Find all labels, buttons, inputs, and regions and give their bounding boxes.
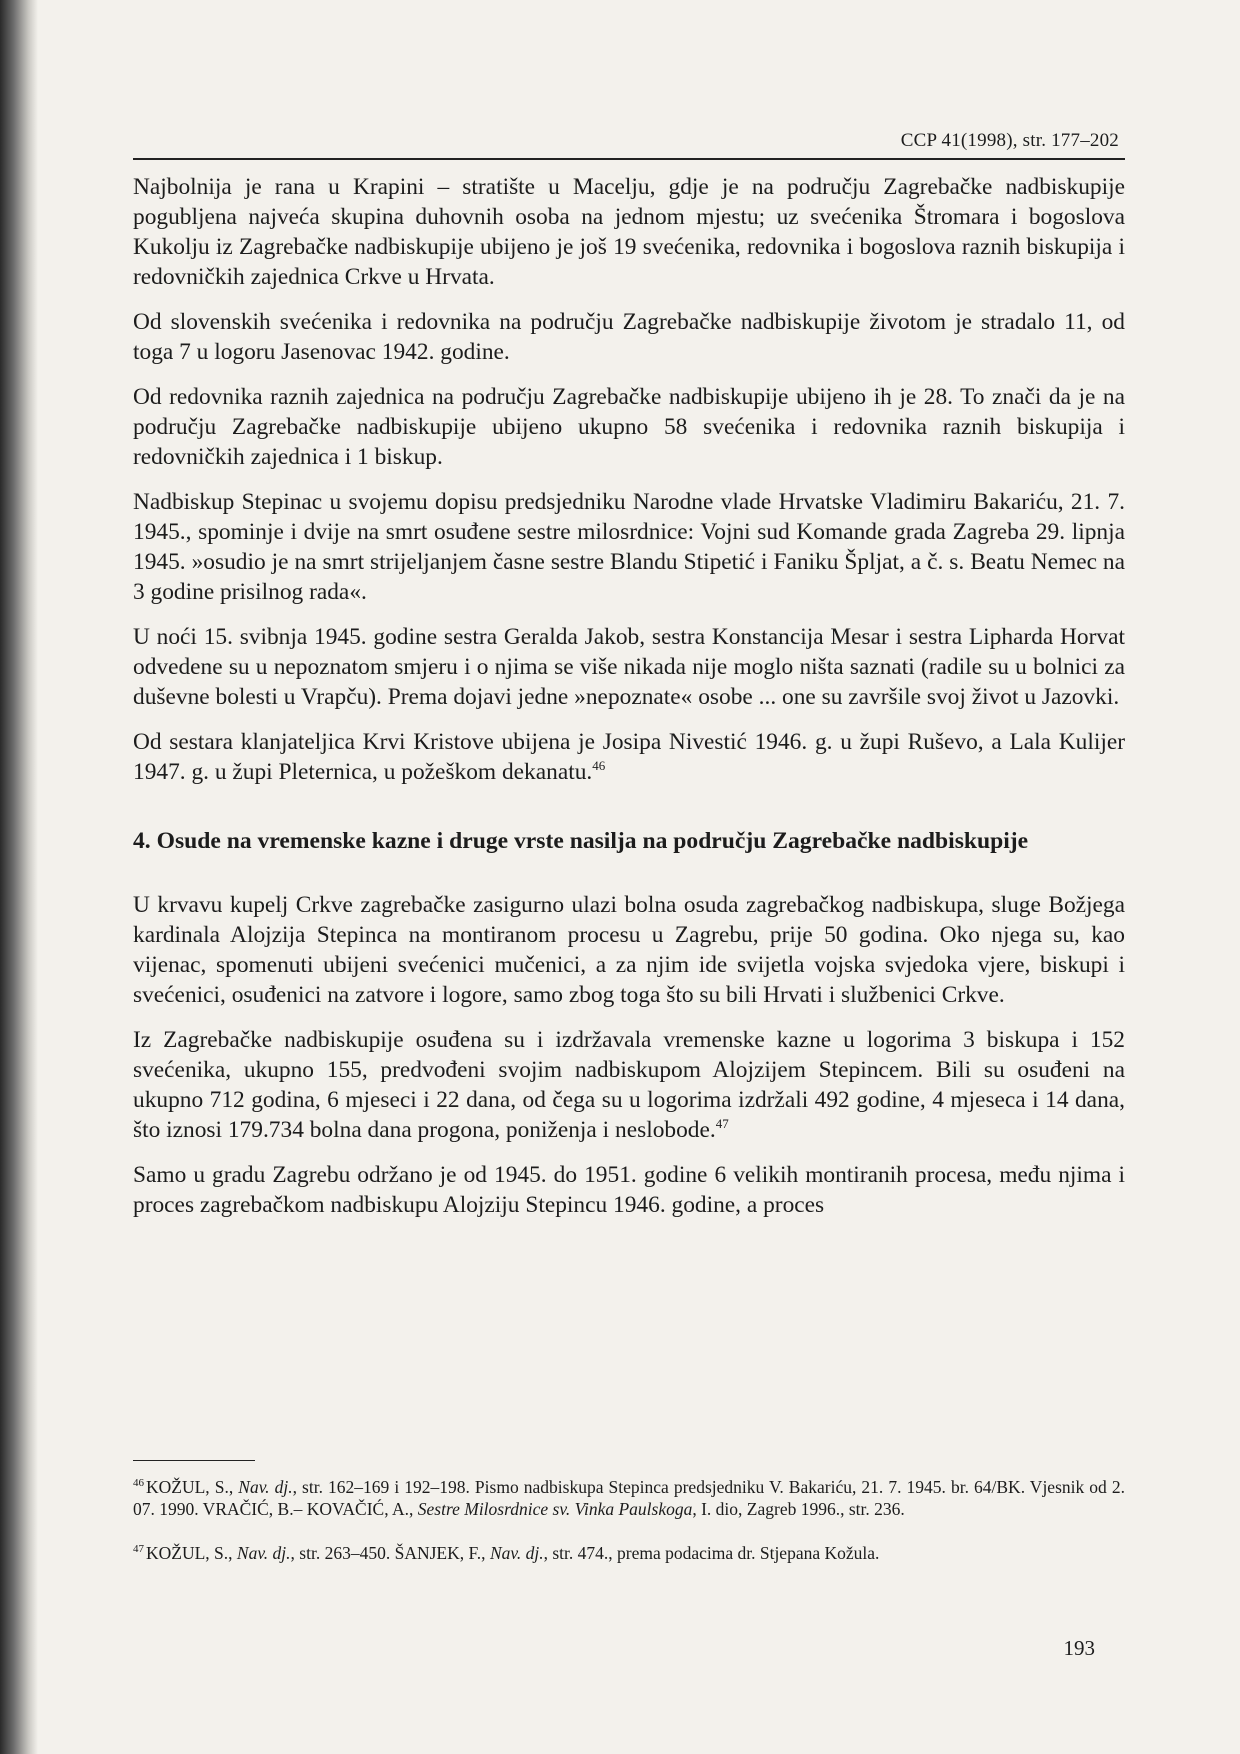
footnote-text: KOŽUL, S., (146, 1477, 239, 1497)
footnote-ref: 46 (592, 758, 606, 774)
paragraph: Od slovenskih svećenika i redovnika na području Zagrebačke nadbiskupije životom je stradalo 11, od toga 7 u logoru Jasenovac 1942. godine. (133, 309, 1125, 365)
header-rule (133, 158, 1125, 160)
section-heading: 4. Osude na vremenske kazne i druge vrste nasilja na području Zagrebačke nadbiskupije (133, 828, 1029, 854)
paragraph: U krvavu kupelj Crkve zagrebačke zasigurno ulazi bolna osuda zagrebačkog nadbiskupa, sluge Božjega kardinala Alojzija Stepinca na montiranom procesu u Zagrebu, prije 50 godina. Oko njega su, kao vijenac, spomenuti ubijeni svećenici mučenici, a za njim ide svijetla vojska svjedoka vjere, biskupi i svećenici, osuđenici na zatvore i logore, samo zbog toga što su bili Hrvati i službenici Crkve. (133, 892, 1125, 1008)
paragraph: Samo u gradu Zagrebu održano je od 1945. do 1951. godine 6 velikih montiranih procesa, među njima i proces zagrebačkom nadbiskupu Alojziju Stepincu 1946. godine, a proces (133, 1162, 1125, 1218)
footnote-text: , str. 162–169 i 192–198. Pismo nadbiskupa Stepinca predsjedniku V. Bakariću, 21. 7. 1945. br. 64/BK. Vjesnik od 2. 07. 1990. VRAČIĆ, B.– KOVAČIĆ, A., (133, 1477, 1125, 1519)
footnote (133, 1542, 1125, 1564)
footnote-text: , I. dio, Zagreb 1996., str. 236. (692, 1499, 905, 1519)
footnote-italic: Nav. dj. (236, 1543, 291, 1563)
paragraph (133, 727, 1125, 787)
footnote-text: KOŽUL, S., (146, 1543, 237, 1563)
footnote-italic: Nav. dj. (489, 1543, 544, 1563)
footnote-italic: Sestre Milosrdnice sv. Vinka Paulskoga (417, 1499, 693, 1519)
paragraph-text: Iz Zagrebačke nadbiskupije osuđena su i izdržavala vremenske kazne u logorima 3 biskupa i 152 svećenika, ukupno 155, predvođeni svojim nadbiskupom Alojzijem Stepincem. Bili su osuđeni na ukupno 712 godina, 6 mjeseci i 22 dana, od čega su u logorima izdržali 492 godine, 4 mjeseca i 14 dana, što iznosi 179.734 bolna dana progona, poniženja i neslobode. (133, 1027, 1125, 1143)
body-text (133, 172, 1125, 1235)
paragraph (133, 1025, 1125, 1145)
binding-shadow (0, 0, 38, 1754)
running-head: CCP 41(1998), str. 177–202 (900, 130, 1119, 151)
page-number: 193 (1063, 1636, 1095, 1660)
footnote-number: 46 (133, 1477, 144, 1490)
page (125, 0, 1125, 1754)
paragraph: Od redovnika raznih zajednica na području Zagrebačke nadbiskupije ubijeno ih je 28. To znači da je na području Zagrebačke nadbiskupije ubijeno ukupno 58 svećenika i redovnika raznih biskupija i redovničkih zajednica i 1 biskup. (133, 384, 1125, 470)
footnote-text: , str. 474., prema podacima dr. Stjepana Kožula. (543, 1543, 880, 1563)
paragraph: Najbolnija je rana u Krapini – stratište u Macelju, gdje je na području Zagrebačke nadbiskupije pogubljena najveća skupina duhovnih osoba na jednom mjestu; uz svećenika Štromara i bogoslova Kukolju iz Zagrebačke nadbiskupije ubijeno je još 19 svećenika, redovnika i bogoslova raznih biskupija i redovničkih zajednica Crkve u Hrvata. (133, 174, 1125, 290)
paragraph: Nadbiskup Stepinac u svojemu dopisu predsjedniku Narodne vlade Hrvatske Vladimiru Bakariću, 21. 7. 1945., spominje i dvije na smrt osuđene sestre milosrdnice: Vojni sud Komande grada Zagreba 29. lipnja 1945. »osudio je na smrt strijeljanjem časne sestre Blandu Stipetić i Faniku Špljat, a č. s. Beatu Nemec na 3 godine prisilnog rada«. (133, 489, 1125, 605)
footnote-ref: 47 (715, 1116, 729, 1132)
footnotes (133, 1476, 1125, 1586)
paragraph-text: Od sestara klanjateljica Krvi Kristove ubijena je Josipa Nivestić 1946. g. u župi Ruševo, a Lala Kulijer 1947. g. u župi Pleternica, u požeškom dekanatu. (133, 729, 1125, 785)
footnote-rule (133, 1460, 255, 1461)
footnote-text: , str. 263–450. ŠANJEK, F., (290, 1543, 490, 1563)
footnote-number: 47 (133, 1543, 144, 1556)
footnote-italic: Nav. dj. (238, 1477, 293, 1497)
footnote (133, 1476, 1125, 1520)
paragraph: U noći 15. svibnja 1945. godine sestra Geralda Jakob, sestra Konstancija Mesar i sestra Lipharda Horvat odvedene su u nepoznatom smjeru i o njima se više nikada nije moglo ništa saznati (radile su u bolnici za duševne bolesti u Vrapču). Prema dojavi jedne »nepoznate« osobe ... one su završile svoj život u Jazovki. (133, 624, 1125, 710)
